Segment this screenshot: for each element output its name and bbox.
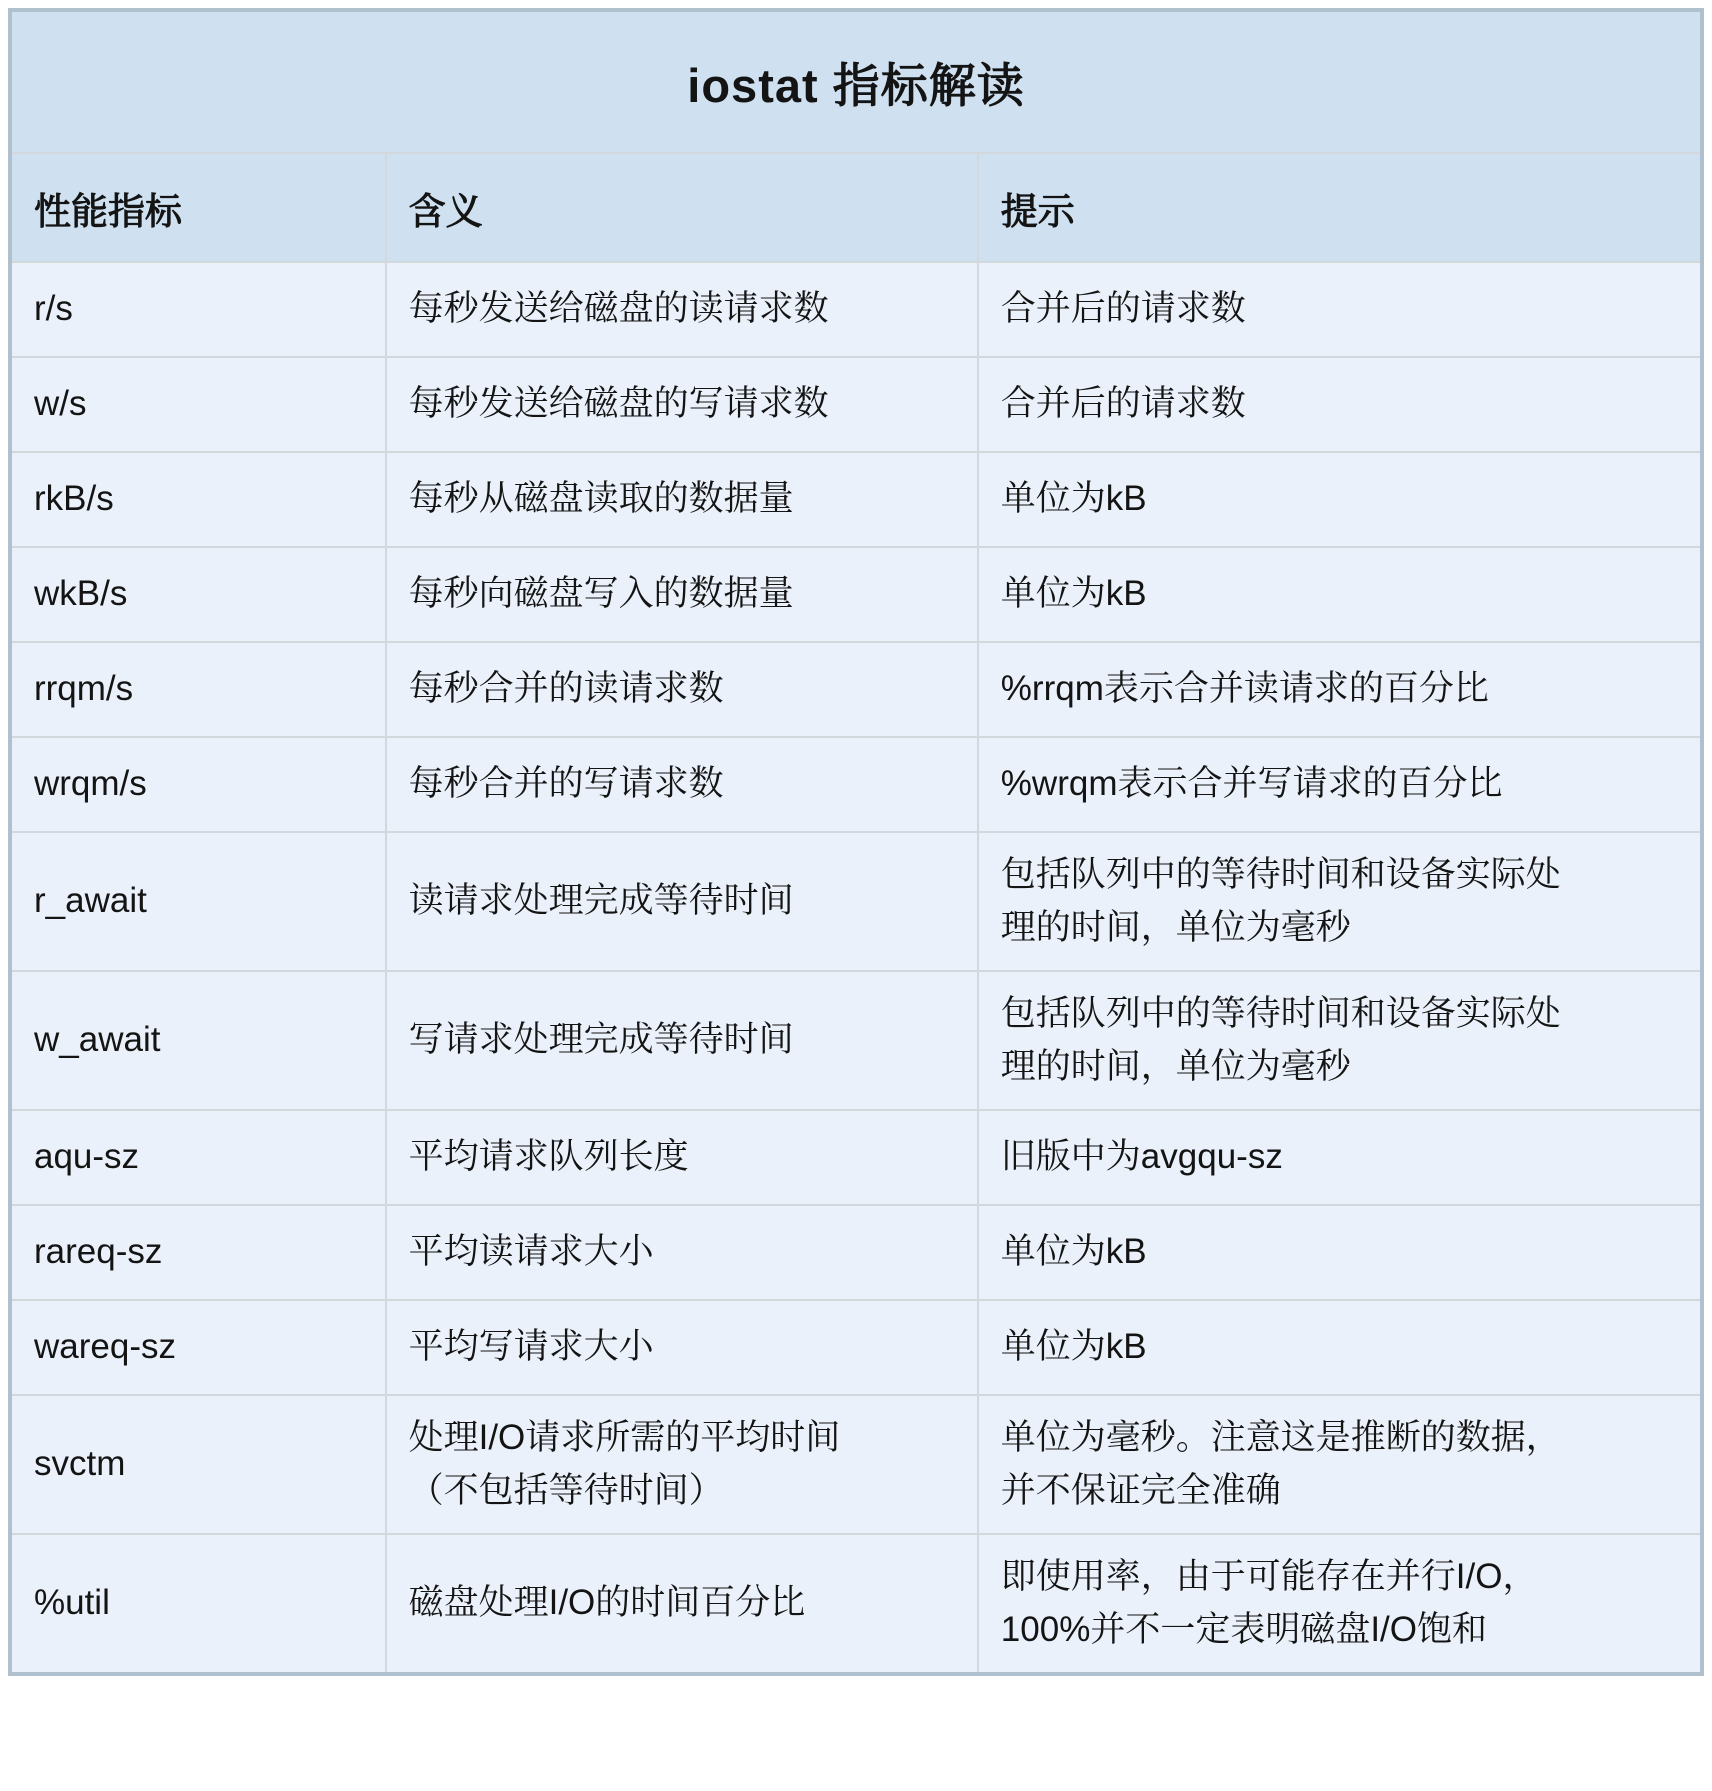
tip-cell: 即使用率，由于可能存在并行I/O， 100%并不一定表明磁盘I/O饱和 [978,1534,1702,1674]
meaning-cell: 每秒向磁盘写入的数据量 [386,547,978,642]
table-row [10,1300,1702,1395]
column-header-0: 性能指标 [10,153,386,262]
tip-cell: 单位为kB [978,547,1702,642]
meaning-cell: 平均读请求大小 [386,1205,978,1300]
metric-cell: r/s [10,262,386,357]
table-row [10,262,1702,357]
tip-cell: 合并后的请求数 [978,262,1702,357]
meaning-cell: 每秒从磁盘读取的数据量 [386,452,978,547]
meaning-cell: 平均请求队列长度 [386,1110,978,1205]
metric-cell: rareq-sz [10,1205,386,1300]
tip-cell: 包括队列中的等待时间和设备实际处 理的时间，单位为毫秒 [978,832,1702,971]
table-row [10,1205,1702,1300]
table-row [10,832,1702,971]
meaning-cell: 磁盘处理I/O的时间百分比 [386,1534,978,1674]
tip-cell: 旧版中为avgqu-sz [978,1110,1702,1205]
column-header-2: 提示 [978,153,1702,262]
table-row [10,547,1702,642]
table-row [10,737,1702,832]
table-row [10,452,1702,547]
tip-cell: 单位为kB [978,1205,1702,1300]
column-header-1: 含义 [386,153,978,262]
table-row [10,357,1702,452]
metric-cell: aqu-sz [10,1110,386,1205]
tip-cell: 单位为kB [978,1300,1702,1395]
title-row [10,10,1702,153]
tip-cell: %wrqm表示合并写请求的百分比 [978,737,1702,832]
metric-cell: w/s [10,357,386,452]
meaning-cell: 处理I/O请求所需的平均时间 （不包括等待时间） [386,1395,978,1534]
meaning-cell: 每秒合并的写请求数 [386,737,978,832]
metric-cell: svctm [10,1395,386,1534]
metric-cell: rrqm/s [10,642,386,737]
meaning-cell: 读请求处理完成等待时间 [386,832,978,971]
metric-cell: wkB/s [10,547,386,642]
metric-cell: %util [10,1534,386,1674]
meaning-cell: 平均写请求大小 [386,1300,978,1395]
table-row [10,1534,1702,1674]
table-row [10,642,1702,737]
tip-cell: 单位为毫秒。注意这是推断的数据， 并不保证完全准确 [978,1395,1702,1534]
table-row [10,1395,1702,1534]
metric-cell: wareq-sz [10,1300,386,1395]
tip-cell: 包括队列中的等待时间和设备实际处 理的时间，单位为毫秒 [978,971,1702,1110]
metric-cell: w_await [10,971,386,1110]
tip-cell: 单位为kB [978,452,1702,547]
metric-cell: rkB/s [10,452,386,547]
meaning-cell: 每秒合并的读请求数 [386,642,978,737]
meaning-cell: 每秒发送给磁盘的写请求数 [386,357,978,452]
tip-cell: 合并后的请求数 [978,357,1702,452]
iostat-metrics-table [8,8,1704,1676]
table-row [10,1110,1702,1205]
header-row [10,153,1702,262]
meaning-cell: 每秒发送给磁盘的读请求数 [386,262,978,357]
table-title: iostat 指标解读 [10,10,1702,153]
tip-cell: %rrqm表示合并读请求的百分比 [978,642,1702,737]
metric-cell: wrqm/s [10,737,386,832]
metric-cell: r_await [10,832,386,971]
meaning-cell: 写请求处理完成等待时间 [386,971,978,1110]
table-row [10,971,1702,1110]
